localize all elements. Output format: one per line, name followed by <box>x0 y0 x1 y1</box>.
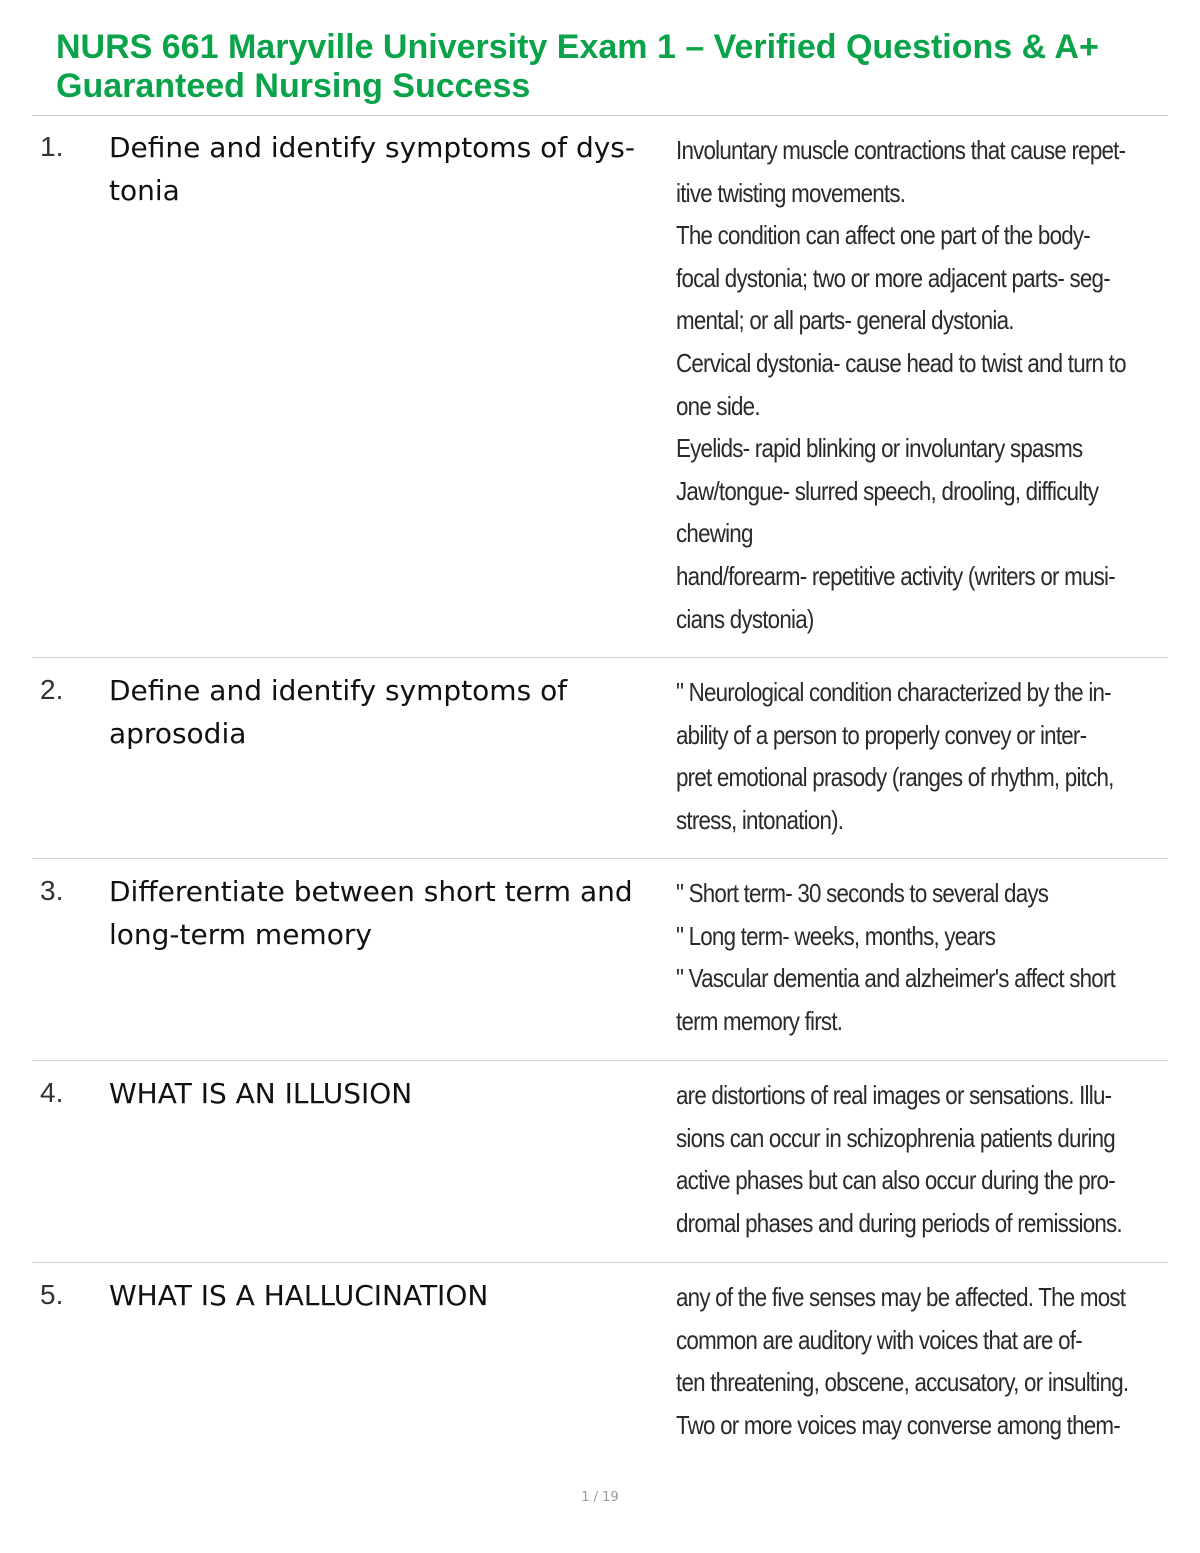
qa-item-2 <box>32 658 1168 859</box>
item-number: 1. <box>40 131 64 162</box>
answer-line: Two or more voices may converse among them- <box>676 1409 1120 1440</box>
answer-line: Involuntary muscle contractions that cause repet- <box>676 135 1126 165</box>
question-answer-list <box>32 116 1168 1463</box>
answer-line: common are auditory with voices that are of- <box>676 1324 1082 1355</box>
answer-line: mental; or all parts- general dystonia. <box>676 305 1014 336</box>
item-answer <box>676 1074 1161 1244</box>
page-title-line-2: Guaranteed Nursing Success <box>56 67 531 105</box>
qa-item-1 <box>32 116 1168 658</box>
item-answer <box>676 872 1161 1042</box>
item-question: Define and identify symptoms of dys- tonia <box>109 131 635 207</box>
item-answer <box>676 671 1161 841</box>
item-number: 3. <box>40 875 64 906</box>
answer-line: any of the five senses may be affected. The most <box>676 1282 1126 1312</box>
answer-line: stress, intonation). <box>676 804 844 835</box>
answer-line: ten threatening, obscene, accusatory, or insulting. <box>676 1367 1129 1398</box>
item-question: WHAT IS A HALLUCINATION <box>109 1279 489 1312</box>
answer-line: Cervical dystonia- cause head to twist and turn to <box>676 347 1126 378</box>
qa-item-3 <box>32 859 1168 1061</box>
answer-line: cians dystonia) <box>676 603 814 634</box>
answer-line: pret emotional prasody (ranges of rhythm, pitch, <box>676 762 1114 793</box>
answer-line: active phases but can also occur during the pro- <box>676 1165 1115 1196</box>
page-title-line-1: NURS 661 Maryville University Exam 1 – Verified Questions & A+ <box>56 28 1099 66</box>
answer-line: hand/forearm- repetitive activity (writers or musi- <box>676 560 1115 591</box>
answer-line: " Short term- 30 seconds to several days <box>676 878 1049 908</box>
page-header <box>56 28 1166 106</box>
answer-line: " Neurological condition characterized by the in- <box>676 677 1111 707</box>
answer-line: chewing <box>676 518 753 549</box>
answer-line: are distortions of real images or sensations. Illu- <box>676 1080 1112 1110</box>
answer-line: Eyelids- rapid blinking or involuntary spasms <box>676 433 1083 464</box>
qa-item-4 <box>32 1061 1168 1263</box>
item-number: 5. <box>40 1279 64 1310</box>
item-question: Differentiate between short term and long-term memory <box>109 875 633 951</box>
item-question: Define and identify symptoms of aprosodia <box>109 674 568 750</box>
item-number: 4. <box>40 1077 64 1108</box>
answer-line: one side. <box>676 390 760 421</box>
answer-line: ability of a person to properly convey or inter- <box>676 719 1087 750</box>
answer-line: The condition can affect one part of the body- <box>676 220 1090 251</box>
answer-line: term memory first. <box>676 1005 843 1036</box>
item-answer <box>676 1276 1161 1446</box>
answer-line: dromal phases and during periods of remissions. <box>676 1207 1122 1238</box>
item-question: WHAT IS AN ILLUSION <box>109 1077 413 1110</box>
page-title <box>56 28 1166 106</box>
qa-item-5 <box>32 1263 1168 1463</box>
answer-line: focal dystonia; two or more adjacent parts- seg- <box>676 262 1110 293</box>
answer-line: " Long term- weeks, months, years <box>676 920 996 951</box>
page-indicator: 1 / 19 <box>581 1490 619 1505</box>
item-number: 2. <box>40 674 64 705</box>
answer-line: Jaw/tongue- slurred speech, drooling, difficulty <box>676 475 1099 506</box>
answer-line: itive twisting movements. <box>676 177 906 208</box>
answer-line: " Vascular dementia and alzheimer's affect short <box>676 963 1116 994</box>
answer-line: sions can occur in schizophrenia patients during <box>676 1122 1115 1153</box>
item-answer <box>676 129 1161 640</box>
